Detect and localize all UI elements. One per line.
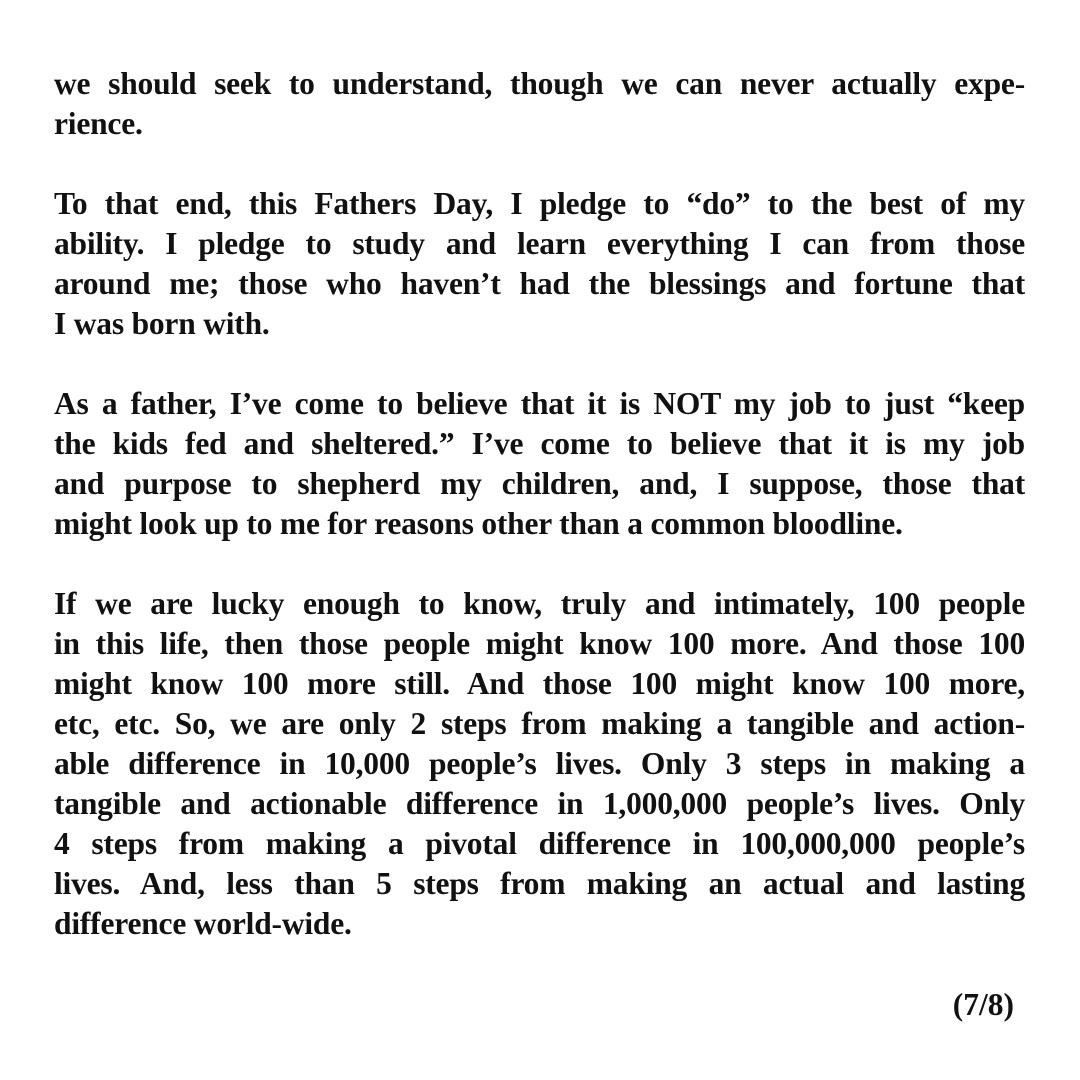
paragraph-3 — [54, 384, 1025, 544]
page-number: (7/8) — [952, 987, 1014, 1022]
paragraph-line: around me; those who haven’t had the blessings and fortune that — [54, 266, 1025, 301]
paragraph-4 — [54, 584, 1025, 944]
paragraph-line: and purpose to shepherd my children, and, I suppose, those that — [54, 466, 1025, 501]
paragraph-line: in this life, then those people might know 100 more. And those 100 — [54, 626, 1025, 661]
paragraph-line: I was born with. — [54, 306, 270, 341]
paragraph-line: 4 steps from making a pivotal difference in 100,000,000 people’s — [54, 826, 1025, 861]
paragraph-line: ability. I pledge to study and learn everything I can from those — [54, 226, 1025, 261]
paragraph-1 — [54, 64, 1025, 144]
paragraph-line: As a father, I’ve come to believe that it is NOT my job to just “keep — [54, 386, 1025, 421]
paragraph-line: might look up to me for reasons other than a common bloodline. — [54, 506, 903, 541]
paragraph-2 — [54, 184, 1025, 344]
paragraph-line: we should seek to understand, though we can never actually expe- — [54, 66, 1025, 101]
paragraph-line: rience. — [54, 106, 143, 141]
paragraph-line: might know 100 more still. And those 100 might know 100 more, — [54, 666, 1025, 701]
paragraph-line: the kids fed and sheltered.” I’ve come to believe that it is my job — [54, 426, 1025, 461]
paragraph-line: etc, etc. So, we are only 2 steps from making a tangible and action- — [54, 706, 1025, 741]
paragraph-line: If we are lucky enough to know, truly and intimately, 100 people — [54, 586, 1025, 621]
paragraph-line: To that end, this Fathers Day, I pledge to “do” to the best of my — [54, 186, 1025, 221]
paragraph-line: difference world-wide. — [54, 906, 352, 941]
paragraph-line: lives. And, less than 5 steps from making an actual and lasting — [54, 866, 1025, 901]
paragraph-line: tangible and actionable difference in 1,000,000 people’s lives. Only — [54, 786, 1025, 821]
paragraph-line: able difference in 10,000 people’s lives. Only 3 steps in making a — [54, 746, 1025, 781]
